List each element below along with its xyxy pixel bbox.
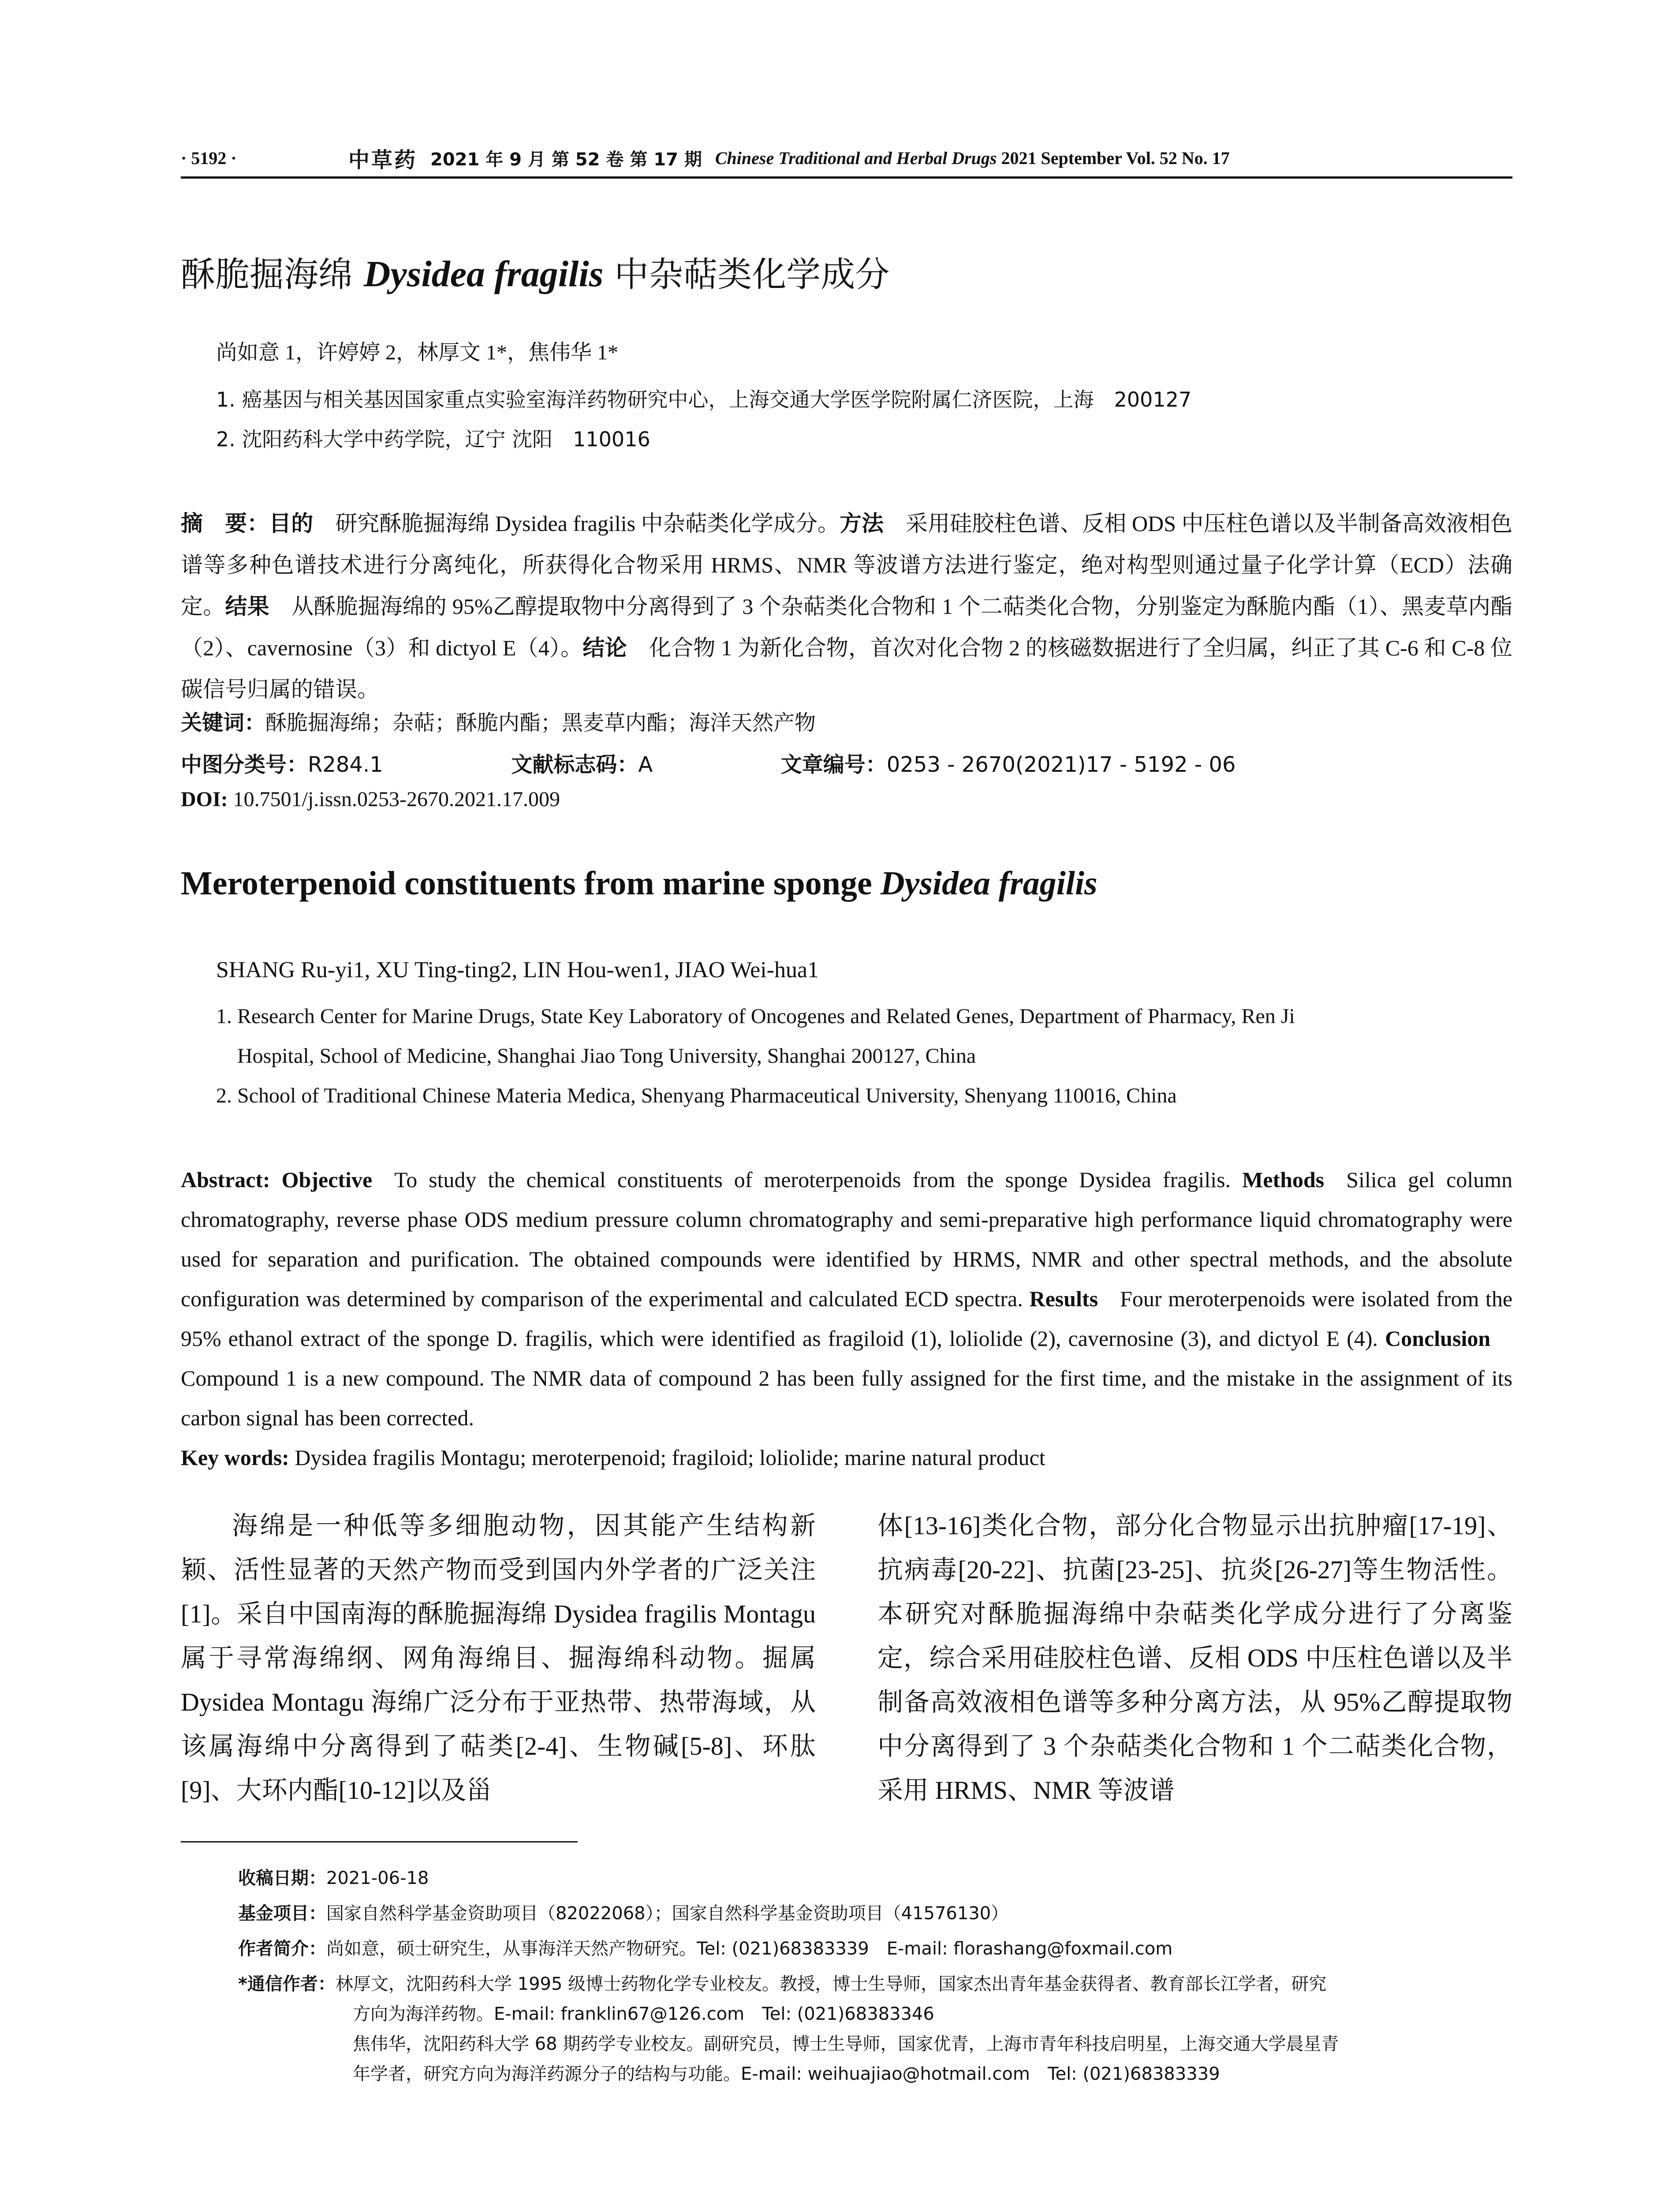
received-value: 2021-06-18 bbox=[326, 1868, 429, 1888]
abstract-en-label: Abstract: Objective bbox=[181, 1167, 373, 1192]
issue-en bbox=[715, 148, 1230, 168]
abstract-en bbox=[181, 1160, 1512, 1477]
corresponding-line-1: 林厚文，沈阳药科大学 1995 级博士药物化学专业校友。教授，博士生导师，国家杰出青年基金获得者、教育部长江学者，研究 bbox=[335, 1974, 1327, 1994]
doi-line bbox=[181, 787, 560, 811]
abstract-cn-label: 摘 要： bbox=[181, 511, 269, 536]
footnote-received bbox=[238, 1863, 1512, 1893]
keywords-cn bbox=[181, 706, 816, 736]
keywords-en-label: Key words: bbox=[181, 1445, 289, 1470]
results-label-cn: 结果 bbox=[225, 594, 270, 619]
results-text-cn: 从酥脆掘海绵的 95%乙醇提取物中分离得到了 3 个杂萜类化合物和 1 个二萜类化合物，分别鉴定为酥脆内酯（1）、黑麦草内酯（2）、cavernosine（3）和 dictyol E（4）。 bbox=[181, 594, 1513, 660]
fund-label: 基金项目： bbox=[238, 1903, 326, 1924]
title-cn-pre: 酥脆掘海绵 bbox=[181, 255, 364, 295]
affiliation-en-2: 2. School of Traditional Chinese Materia Medica, Shenyang Pharmaceutical University, Shenyang 110016, China bbox=[216, 1084, 1177, 1107]
bio-label: 作者简介： bbox=[238, 1939, 326, 1959]
methods-text-en: Silica gel column chromatography, reverse phase ODS medium pressure column chromatography and semi-preparative high performance liquid chromatography were used for separation and purification. The obtained compounds were identified by HRMS, NMR and other spectral methods, and the absolute configuration was determined by comparison of the experimental and calculated ECD spectra. bbox=[181, 1167, 1512, 1311]
footnote-corresponding bbox=[238, 1969, 1512, 2089]
issue-cn: 2021 年 9 月 第 52 卷 第 17 期 bbox=[430, 149, 702, 170]
journal-title-en: Chinese Traditional and Herbal Drugs bbox=[715, 148, 997, 168]
article-number-value: 0253 - 2670(2021)17 - 5192 - 06 bbox=[886, 752, 1236, 777]
conclusion-label-cn: 结论 bbox=[582, 635, 627, 661]
running-header bbox=[181, 142, 1512, 174]
footnote-fund bbox=[238, 1899, 1512, 1928]
corresponding-line-2: 方向为海洋药物。E-mail: franklin67@126.com Tel: (021)68383346 bbox=[353, 2004, 934, 2024]
footnote-rule bbox=[181, 1841, 578, 1842]
abstract-cn bbox=[181, 503, 1512, 710]
methods-text-cn: 采用硅胶柱色谱、反相 ODS 中压柱色谱以及半制备高效液相色谱等多种色谱技术进行分离纯化，所获得化合物采用 HRMS、NMR 等波谱方法进行鉴定，绝对构型则通过量子化学计算（ECD）法确定。 bbox=[181, 511, 1513, 619]
body-column-right bbox=[877, 1504, 1512, 1813]
page-number: · 5192 · bbox=[181, 148, 237, 168]
objective-label-cn: 目的 bbox=[269, 511, 314, 536]
results-label-en: Results bbox=[1029, 1286, 1098, 1311]
title-en-species: Dysidea fragilis bbox=[880, 865, 1098, 902]
bio-value: 尚如意，硕士研究生，从事海洋天然产物研究。Tel: (021)68383339 E-mail: florashang@foxmail.com bbox=[326, 1939, 1173, 1959]
clc-value: R284.1 bbox=[308, 752, 383, 777]
received-label: 收稿日期： bbox=[238, 1868, 326, 1888]
affiliation-en-1-line2: Hospital, School of Medicine, Shanghai Jiao Tong University, Shanghai 200127, China bbox=[237, 1044, 976, 1068]
conclusion-text-en: Compound 1 is a new compound. The NMR data of compound 2 has been fully assigned for the first time, and the mistake in the assignment of its carbon signal has been corrected. bbox=[181, 1366, 1512, 1430]
affiliation-en-1-line1: 1. Research Center for Marine Drugs, State Key Laboratory of Oncogenes and Related Genes, Department of Pharmacy, Ren Ji bbox=[216, 1005, 1295, 1028]
clc-label: 中图分类号： bbox=[181, 752, 308, 777]
issue-en-date: 2021 September Vol. 52 No. 17 bbox=[1001, 148, 1230, 168]
keywords-cn-label: 关键词： bbox=[181, 710, 266, 735]
results-text-en: Four meroterpenoids were isolated from the 95% ethanol extract of the sponge D. fragilis, which were identified as fragiloid (1), loliolide (2), cavernosine (3), and dictyol E (4). bbox=[181, 1286, 1513, 1351]
title-en bbox=[181, 864, 1098, 903]
conclusion-text-cn: 化合物 1 为新化合物，首次对化合物 2 的核磁数据进行了全归属，纠正了其 C-6 和 C-8 位碳信号归属的错误。 bbox=[181, 635, 1513, 702]
keywords-cn-text: 酥脆掘海绵；杂萜；酥脆内酯；黑麦草内酯；海洋天然产物 bbox=[265, 710, 816, 735]
authors-en: SHANG Ru-yi1, XU Ting-ting2, LIN Hou-wen1, JIAO Wei-hua1 bbox=[216, 957, 819, 983]
body-paragraph-right: 体[13-16]类化合物，部分化合物显示出抗肿瘤[17-19]、抗病毒[20-22]、抗菌[23-25]、抗炎[26-27]等生物活性。本研究对酥脆掘海绵中杂萜类化学成分进行了分离鉴定，综合采用硅胶柱色谱、反相 ODS 中压柱色谱以及半制备高效液相色谱等多种分离方法，从 95%乙醇提取物中分离得到了 3 个杂萜类化合物和 1 个二萜类化合物，采用 HRMS、NMR 等波谱 bbox=[877, 1511, 1512, 1805]
journal-title-cn: 中草药 bbox=[348, 147, 418, 172]
methods-label-cn: 方法 bbox=[839, 511, 884, 536]
corresponding-line-3: 焦伟华，沈阳药科大学 68 期药学专业校友。副研究员，博士生导师，国家优青，上海市青年科技启明星，上海交通大学晨星青 bbox=[353, 2034, 1339, 2054]
authors-cn: 尚如意 1，许婷婷 2，林厚文 1*，焦伟华 1* bbox=[216, 341, 619, 364]
footnote-author-bio bbox=[238, 1934, 1512, 1964]
objective-text-cn: 研究酥脆掘海绵 Dysidea fragilis 中杂萜类化学成分。 bbox=[313, 511, 840, 536]
body-paragraph-left: 海绵是一种低等多细胞动物，因其能产生结构新颖、活性显著的天然产物而受到国内外学者的广泛关注[1]。采自中国南海的酥脆掘海绵 Dysidea fragilis Montagu 属于寻常海绵纲、网角海绵目、掘海绵科动物。掘属 Dysidea Montagu 海绵广泛分布于亚热带、热带海域，从该属海绵中分离得到了萜类[2-4]、生物碱[5-8]、环肽[9]、大环内酯[10-12]以及甾 bbox=[181, 1511, 816, 1805]
title-en-pre: Meroterpenoid constituents from marine sponge bbox=[181, 865, 881, 902]
doc-code-label: 文献标志码： bbox=[511, 752, 638, 777]
fund-value: 国家自然科学基金资助项目（82022068）；国家自然科学基金资助项目（41576130） bbox=[326, 1903, 1009, 1924]
keywords-en-text: Dysidea fragilis Montagu; meroterpenoid; fragiloid; loliolide; marine natural product bbox=[295, 1445, 1045, 1470]
header-rule bbox=[181, 176, 1512, 179]
corresponding-label: *通信作者： bbox=[238, 1974, 336, 1994]
doc-code-value: A bbox=[638, 752, 653, 777]
affiliation-cn-1: 1. 癌基因与相关基因国家重点实验室海洋药物研究中心，上海交通大学医学院附属仁济医院，上海 200127 bbox=[216, 388, 1192, 411]
classification-line bbox=[181, 747, 1236, 778]
title-cn-species: Dysidea fragilis bbox=[363, 254, 604, 295]
affiliation-cn-2: 2. 沈阳药科大学中药学院，辽宁 沈阳 110016 bbox=[216, 427, 650, 451]
doi-value: 10.7501/j.issn.0253-2670.2021.17.009 bbox=[228, 788, 560, 811]
body-column-left bbox=[181, 1504, 816, 1813]
conclusion-label-en: Conclusion bbox=[1385, 1326, 1491, 1351]
article-number-label: 文章编号： bbox=[780, 752, 887, 777]
doi-label: DOI: bbox=[181, 788, 228, 811]
corresponding-line-4: 年学者，研究方向为海洋药源分子的结构与功能。E-mail: weihuajiao@hotmail.com Tel: (021)68383339 bbox=[353, 2064, 1220, 2084]
title-cn-post: 中杂萜类化学成分 bbox=[603, 255, 890, 295]
affiliations-en bbox=[216, 997, 1512, 1116]
objective-text-en: To study the chemical constituents of meroterpenoids from the sponge Dysidea fragilis. bbox=[394, 1167, 1231, 1192]
title-cn bbox=[181, 247, 889, 296]
methods-label-en: Methods bbox=[1242, 1167, 1325, 1192]
